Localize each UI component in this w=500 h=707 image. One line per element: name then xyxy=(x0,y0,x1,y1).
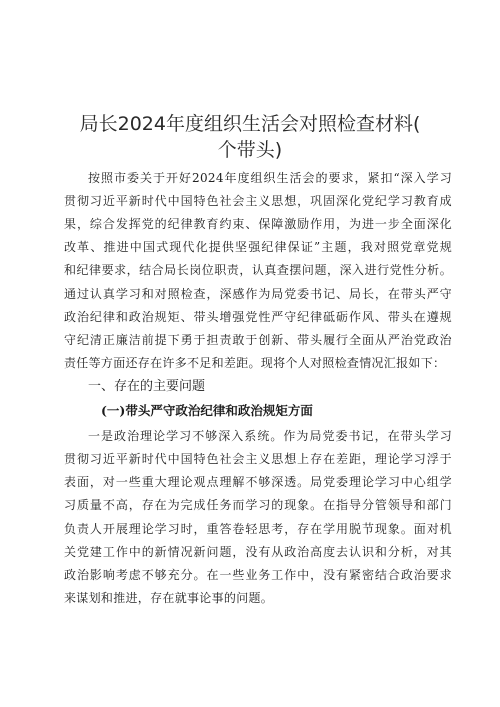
intro-line: 守纪清正廉洁前提下勇于担责敢于创新、带头履行全面从严治党政治 xyxy=(64,333,452,347)
body-line: 习质量不高，存在为完成任务而学习的现象。在指导分管领导和部门 xyxy=(64,498,452,512)
intro-line: 按照市委关于开好2024年度组织生活会的要求，紧扣“深入学习 xyxy=(88,171,452,185)
body-line: 来谋划和推进，存在就事论事的问题。 xyxy=(64,591,274,605)
intro-line: 果，综合发挥党的纪律教育约束、保障激励作用，为进一步全面深化 xyxy=(64,217,452,231)
body-line: 负责人开展理论学习时，重答卷轻思考，存在学用脱节现象。面对机 xyxy=(64,522,452,536)
intro-line: 改革、推进中国式现代化提供坚强纪律保证”主题，我对照党章党规 xyxy=(64,240,452,254)
intro-line: 政治纪律和政治规矩、带头增强党性严守纪律砥砺作风、带头在遵规 xyxy=(64,310,452,324)
body-line: 表面，对一些重大理论观点理解不够深透。局党委理论学习中心组学 xyxy=(64,475,452,489)
body-line: 政治影响考虑不够充分。在一些业务工作中，没有紧密结合政治要求 xyxy=(64,568,452,582)
intro-line: 和纪律要求，结合局长岗位职责，认真查摆问题，深入进行党性分析。 xyxy=(64,263,452,277)
intro-line: 通过认真学习和对照检查，深感作为局党委书记、局长，在带头严守 xyxy=(64,287,452,301)
document-title-line-1: 局长2024年度组织生活会对照检查材料( xyxy=(79,113,421,135)
body-line: 贯彻习近平新时代中国特色社会主义思想上存在差距，理论学习浮于 xyxy=(64,452,452,466)
body-line: 一是政治理论学习不够深入系统。作为局党委书记，在带头学习 xyxy=(88,429,452,443)
section-heading: 一、存在的主要问题 xyxy=(88,379,206,394)
intro-line: 贯彻习近平新时代中国特色社会主义思想，巩固深化党纪学习教育成 xyxy=(64,194,452,208)
body-line: 关党建工作中的新情况新问题，没有从政治高度去认识和分析，对其 xyxy=(64,545,452,559)
intro-line: 责任等方面还存在许多不足和差距。现将个人对照检查情况汇报如下： xyxy=(64,356,446,370)
subsection-heading: (一)带头严守政治纪律和政治规矩方面 xyxy=(101,403,313,418)
document-title-line-2: 个带头) xyxy=(217,139,283,161)
